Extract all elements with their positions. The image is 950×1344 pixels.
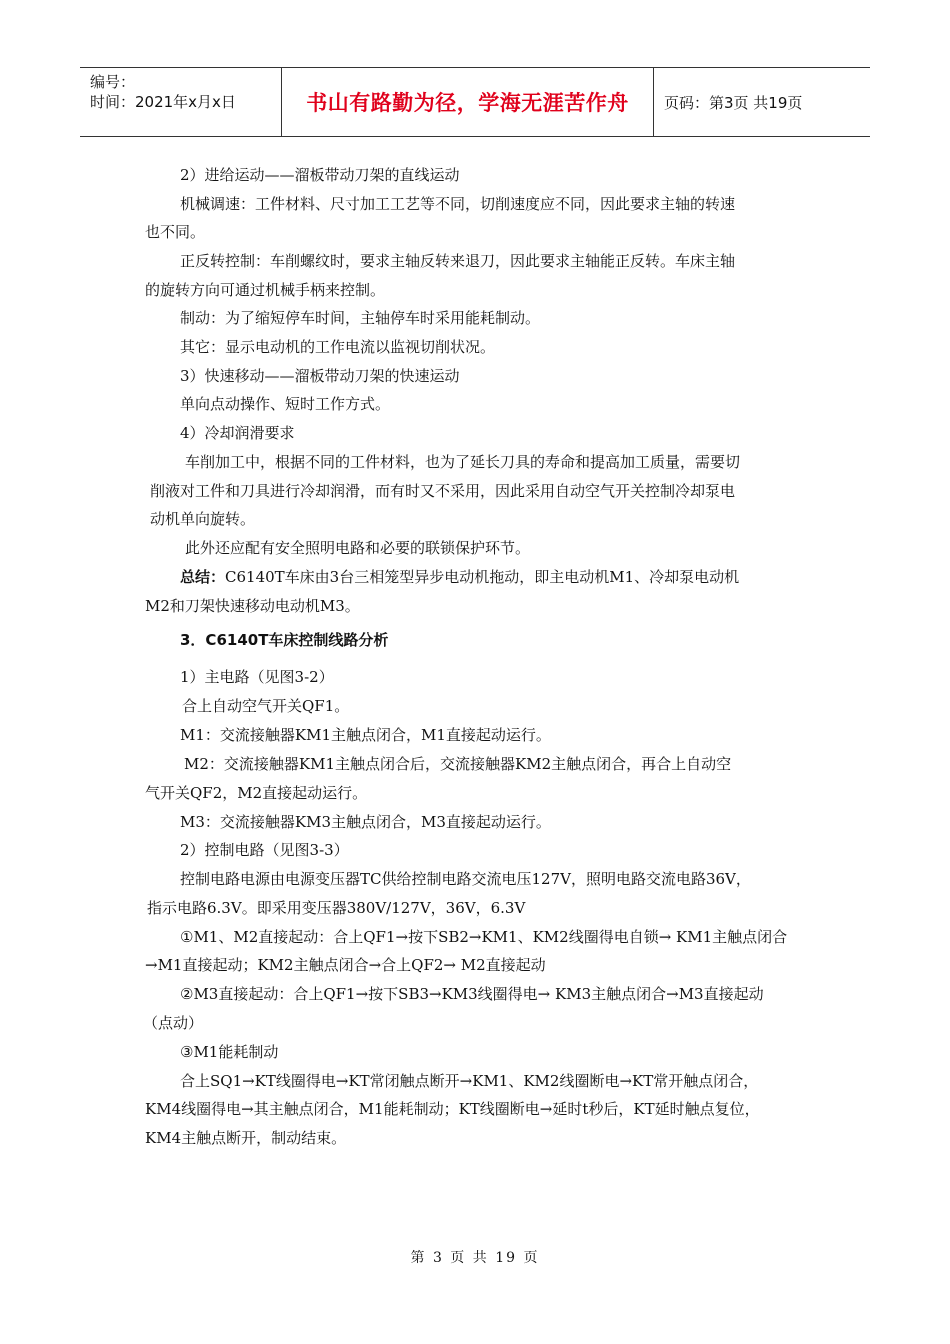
document-time: 时间：2021年x月x日 — [90, 93, 236, 111]
body-line: ②M3直接起动：合上QF1→按下SB3→KM3线圈得电→ KM3主触点闭合→M3直接起动 — [180, 985, 764, 1003]
document-number: 编号： — [90, 73, 136, 91]
body-line: ①M1、M2直接起动：合上QF1→按下SB2→KM1、KM2线圈得电自锁→ KM1主触点闭合 — [180, 928, 788, 946]
body-line: 合上SQ1→KT线圈得电→KT常闭触点断开→KM1、KM2线圈断电→KT常开触点闭合， — [180, 1072, 759, 1090]
body-line: M2和刀架快速移动电动机M3。 — [145, 597, 360, 615]
body-line: 控制电路电源由电源变压器TC供给控制电路交流电压127V，照明电路交流电路36V， — [180, 870, 751, 888]
body-line: 动机单向旋转。 — [150, 510, 256, 528]
section-heading: 3．C6140T车床控制线路分析 — [180, 631, 389, 649]
header-meta — [80, 68, 282, 136]
header-motto: 书山有路勤为径，学海无涯苦作舟 — [306, 91, 629, 115]
body-line: 其它：显示电动机的工作电流以监视切削状况。 — [180, 338, 496, 356]
body-line: 的旋转方向可通过机械手柄来控制。 — [145, 281, 386, 299]
body-line: M1：交流接触器KM1主触点闭合，M1直接起动运行。 — [180, 726, 551, 744]
summary-line — [180, 567, 739, 587]
body-line: 制动：为了缩短停车时间，主轴停车时采用能耗制动。 — [180, 309, 541, 327]
body-line: 也不同。 — [145, 223, 206, 241]
header-motto-cell — [282, 68, 654, 136]
body-line: M2：交流接触器KM1主触点闭合后，交流接触器KM2主触点闭合，再合上自动空 — [184, 755, 732, 773]
body-line: 此外还应配有安全照明电路和必要的联锁保护环节。 — [185, 539, 531, 557]
body-line: 2）进给运动——溜板带动刀架的直线运动 — [180, 166, 460, 184]
body-line: 3）快速移动——溜板带动刀架的快速运动 — [180, 367, 460, 385]
body-line: 1）主电路（见图3-2） — [180, 668, 334, 686]
body-line: 合上自动空气开关QF1。 — [182, 697, 350, 715]
body-line: 机械调速：工件材料、尺寸加工工艺等不同，切削速度应不同，因此要求主轴的转速 — [180, 195, 736, 213]
body-line: 单向点动操作、短时工作方式。 — [180, 395, 391, 413]
body-line: 4）冷却润滑要求 — [180, 424, 295, 442]
body-line: 2）控制电路（见图3-3） — [180, 841, 349, 859]
body-line: ③M1能耗制动 — [180, 1043, 279, 1061]
body-line: 气开关QF2，M2直接起动运行。 — [145, 784, 368, 802]
body-line: （点动） — [143, 1014, 204, 1032]
body-line: 正反转控制：车削螺纹时，要求主轴反转来退刀，因此要求主轴能正反转。车床主轴 — [180, 252, 736, 270]
body-line: KM4线圈得电→其主触点闭合，M1能耗制动；KT线圈断电→延时t秒后，KT延时触点复位， — [145, 1100, 760, 1118]
body-line: →M1直接起动；KM2主触点闭合→合上QF2→ M2直接起动 — [145, 956, 546, 974]
body-line: M3：交流接触器KM3主触点闭合，M3直接起动运行。 — [180, 813, 551, 831]
body-line: 指示电路6.3V。即采用变压器380V/127V，36V，6.3V — [147, 899, 526, 917]
body-line: 车削加工中，根据不同的工件材料，也为了延长刀具的寿命和提高加工质量，需要切 — [185, 453, 741, 471]
body-line: KM4主触点断开，制动结束。 — [145, 1129, 347, 1147]
header-page-info: 页码：第3页 共19页 — [664, 93, 803, 112]
page-header — [80, 67, 870, 137]
page-footer: 第 3 页 共 19 页 — [410, 1250, 540, 1266]
summary-text: C6140T车床由3台三相笼型异步电动机拖动，即主电动机M1、冷却泵电动机 — [225, 568, 740, 586]
body-line: 削液对工件和刀具进行冷却润滑，而有时又不采用，因此采用自动空气开关控制冷却泵电 — [150, 482, 736, 500]
summary-label: 总结： — [180, 568, 226, 586]
